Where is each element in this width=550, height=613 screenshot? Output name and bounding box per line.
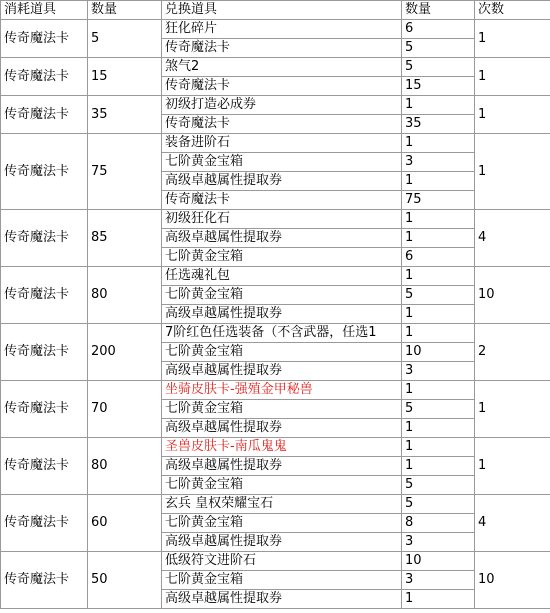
exchange-item-cell[interactable]: 坐骑皮肤卡-强殖金甲秘兽	[162, 381, 402, 400]
exchange-quantity-cell[interactable]: 10	[402, 552, 475, 571]
exchange-quantity-cell[interactable]: 5	[402, 39, 475, 58]
exchange-quantity-cell[interactable]: 3	[402, 533, 475, 552]
exchange-item-cell[interactable]: 七阶黄金宝箱	[162, 476, 402, 495]
exchange-quantity-cell[interactable]: 1	[402, 305, 475, 324]
header-times[interactable]: 次数	[475, 1, 550, 20]
table-row	[1, 495, 550, 514]
exchange-quantity-cell[interactable]: 6	[402, 248, 475, 267]
exchange-item-cell[interactable]: 高级卓越属性提取券	[162, 305, 402, 324]
exchange-quantity-cell[interactable]: 1	[402, 457, 475, 476]
exchange-item-cell[interactable]: 七阶黄金宝箱	[162, 571, 402, 590]
exchange-quantity-cell[interactable]: 1	[402, 96, 475, 115]
exchange-item-cell[interactable]: 低级符文进阶石	[162, 552, 402, 571]
times-cell[interactable]: 10	[475, 267, 550, 324]
exchange-item-cell[interactable]: 玄兵 皇权荣耀宝石	[162, 495, 402, 514]
exchange-quantity-cell[interactable]: 1	[402, 172, 475, 191]
exchange-item-cell[interactable]: 七阶黄金宝箱	[162, 514, 402, 533]
exchange-item-cell[interactable]: 初级狂化石	[162, 210, 402, 229]
table-row	[1, 324, 550, 343]
consume-item-cell[interactable]: 传奇魔法卡	[1, 134, 88, 210]
exchange-item-cell[interactable]: 传奇魔法卡	[162, 115, 402, 134]
consume-item-cell[interactable]: 传奇魔法卡	[1, 96, 88, 134]
times-cell[interactable]: 4	[475, 210, 550, 267]
times-cell[interactable]: 2	[475, 324, 550, 381]
header-consume-item[interactable]: 消耗道具	[1, 1, 88, 20]
consume-quantity-cell[interactable]: 60	[88, 495, 162, 552]
exchange-quantity-cell[interactable]: 5	[402, 476, 475, 495]
exchange-quantity-cell[interactable]: 1	[402, 381, 475, 400]
consume-quantity-cell[interactable]: 70	[88, 381, 162, 438]
times-cell[interactable]: 1	[475, 438, 550, 495]
exchange-item-cell[interactable]: 传奇魔法卡	[162, 39, 402, 58]
consume-item-cell[interactable]: 传奇魔法卡	[1, 552, 88, 609]
exchange-item-cell[interactable]: 高级卓越属性提取券	[162, 362, 402, 381]
exchange-item-cell[interactable]: 7阶红色任选装备（不含武器，任选1	[162, 324, 402, 343]
exchange-quantity-cell[interactable]: 1	[402, 438, 475, 457]
consume-quantity-cell[interactable]: 200	[88, 324, 162, 381]
consume-quantity-cell[interactable]: 50	[88, 552, 162, 609]
exchange-quantity-cell[interactable]: 5	[402, 286, 475, 305]
table-row	[1, 267, 550, 286]
header-exchange-quantity[interactable]: 数量	[402, 1, 475, 20]
exchange-item-cell[interactable]: 高级卓越属性提取券	[162, 419, 402, 438]
consume-item-cell[interactable]: 传奇魔法卡	[1, 20, 88, 58]
consume-quantity-cell[interactable]: 80	[88, 438, 162, 495]
exchange-quantity-cell[interactable]: 1	[402, 267, 475, 286]
consume-item-cell[interactable]: 传奇魔法卡	[1, 495, 88, 552]
consume-quantity-cell[interactable]: 80	[88, 267, 162, 324]
consume-item-cell[interactable]: 传奇魔法卡	[1, 267, 88, 324]
table-row	[1, 552, 550, 571]
exchange-quantity-cell[interactable]: 1	[402, 229, 475, 248]
consume-item-cell[interactable]: 传奇魔法卡	[1, 210, 88, 267]
exchange-item-cell[interactable]: 七阶黄金宝箱	[162, 343, 402, 362]
consume-item-cell[interactable]: 传奇魔法卡	[1, 58, 88, 96]
exchange-quantity-cell[interactable]: 3	[402, 362, 475, 381]
consume-quantity-cell[interactable]: 35	[88, 96, 162, 134]
exchange-quantity-cell[interactable]: 10	[402, 343, 475, 362]
times-cell[interactable]: 1	[475, 58, 550, 96]
table-row	[1, 210, 550, 229]
exchange-item-cell[interactable]: 装备进阶石	[162, 134, 402, 153]
times-cell[interactable]: 1	[475, 96, 550, 134]
exchange-quantity-cell[interactable]: 1	[402, 210, 475, 229]
exchange-item-cell[interactable]: 高级卓越属性提取券	[162, 457, 402, 476]
times-cell[interactable]: 4	[475, 495, 550, 552]
exchange-table-body	[1, 1, 550, 609]
exchange-item-cell[interactable]: 圣兽皮肤卡-南瓜鬼鬼	[162, 438, 402, 457]
header-quantity[interactable]: 数量	[88, 1, 162, 20]
table-row	[1, 381, 550, 400]
consume-quantity-cell[interactable]: 85	[88, 210, 162, 267]
exchange-quantity-cell[interactable]: 5	[402, 58, 475, 77]
exchange-quantity-cell[interactable]: 35	[402, 115, 475, 134]
exchange-item-cell[interactable]: 传奇魔法卡	[162, 191, 402, 210]
exchange-quantity-cell[interactable]: 6	[402, 20, 475, 39]
consume-quantity-cell[interactable]: 75	[88, 134, 162, 210]
consume-quantity-cell[interactable]: 15	[88, 58, 162, 96]
table-row	[1, 438, 550, 457]
exchange-item-cell[interactable]: 高级卓越属性提取券	[162, 533, 402, 552]
times-cell[interactable]: 1	[475, 134, 550, 210]
exchange-item-cell[interactable]: 高级卓越属性提取券	[162, 172, 402, 191]
header-row	[1, 1, 550, 20]
consume-quantity-cell[interactable]: 5	[88, 20, 162, 58]
exchange-quantity-cell[interactable]: 3	[402, 571, 475, 590]
table-row	[1, 134, 550, 153]
exchange-item-cell[interactable]: 任选魂礼包	[162, 267, 402, 286]
exchange-item-cell[interactable]: 煞气2	[162, 58, 402, 77]
exchange-quantity-cell[interactable]: 75	[402, 191, 475, 210]
exchange-quantity-cell[interactable]: 1	[402, 590, 475, 609]
exchange-item-cell[interactable]: 七阶黄金宝箱	[162, 286, 402, 305]
exchange-item-cell[interactable]: 七阶黄金宝箱	[162, 153, 402, 172]
exchange-quantity-cell[interactable]: 1	[402, 324, 475, 343]
exchange-quantity-cell[interactable]: 5	[402, 400, 475, 419]
exchange-item-cell[interactable]: 七阶黄金宝箱	[162, 400, 402, 419]
table-row	[1, 20, 550, 39]
times-cell[interactable]: 10	[475, 552, 550, 609]
exchange-item-cell[interactable]: 初级打造必成券	[162, 96, 402, 115]
exchange-quantity-cell[interactable]: 8	[402, 514, 475, 533]
header-exchange-item[interactable]: 兑换道具	[162, 1, 402, 20]
consume-item-cell[interactable]: 传奇魔法卡	[1, 324, 88, 381]
times-cell[interactable]: 1	[475, 381, 550, 438]
exchange-quantity-cell[interactable]: 1	[402, 419, 475, 438]
exchange-quantity-cell[interactable]: 15	[402, 77, 475, 96]
exchange-item-cell[interactable]: 高级卓越属性提取券	[162, 590, 402, 609]
exchange-item-cell[interactable]: 狂化碎片	[162, 20, 402, 39]
exchange-item-cell[interactable]: 传奇魔法卡	[162, 77, 402, 96]
consume-item-cell[interactable]: 传奇魔法卡	[1, 438, 88, 495]
consume-item-cell[interactable]: 传奇魔法卡	[1, 381, 88, 438]
exchange-quantity-cell[interactable]: 1	[402, 134, 475, 153]
exchange-item-cell[interactable]: 高级卓越属性提取券	[162, 229, 402, 248]
exchange-quantity-cell[interactable]: 5	[402, 495, 475, 514]
table-row	[1, 58, 550, 77]
table-row	[1, 96, 550, 115]
exchange-item-cell[interactable]: 七阶黄金宝箱	[162, 248, 402, 267]
exchange-quantity-cell[interactable]: 3	[402, 153, 475, 172]
times-cell[interactable]: 1	[475, 20, 550, 58]
